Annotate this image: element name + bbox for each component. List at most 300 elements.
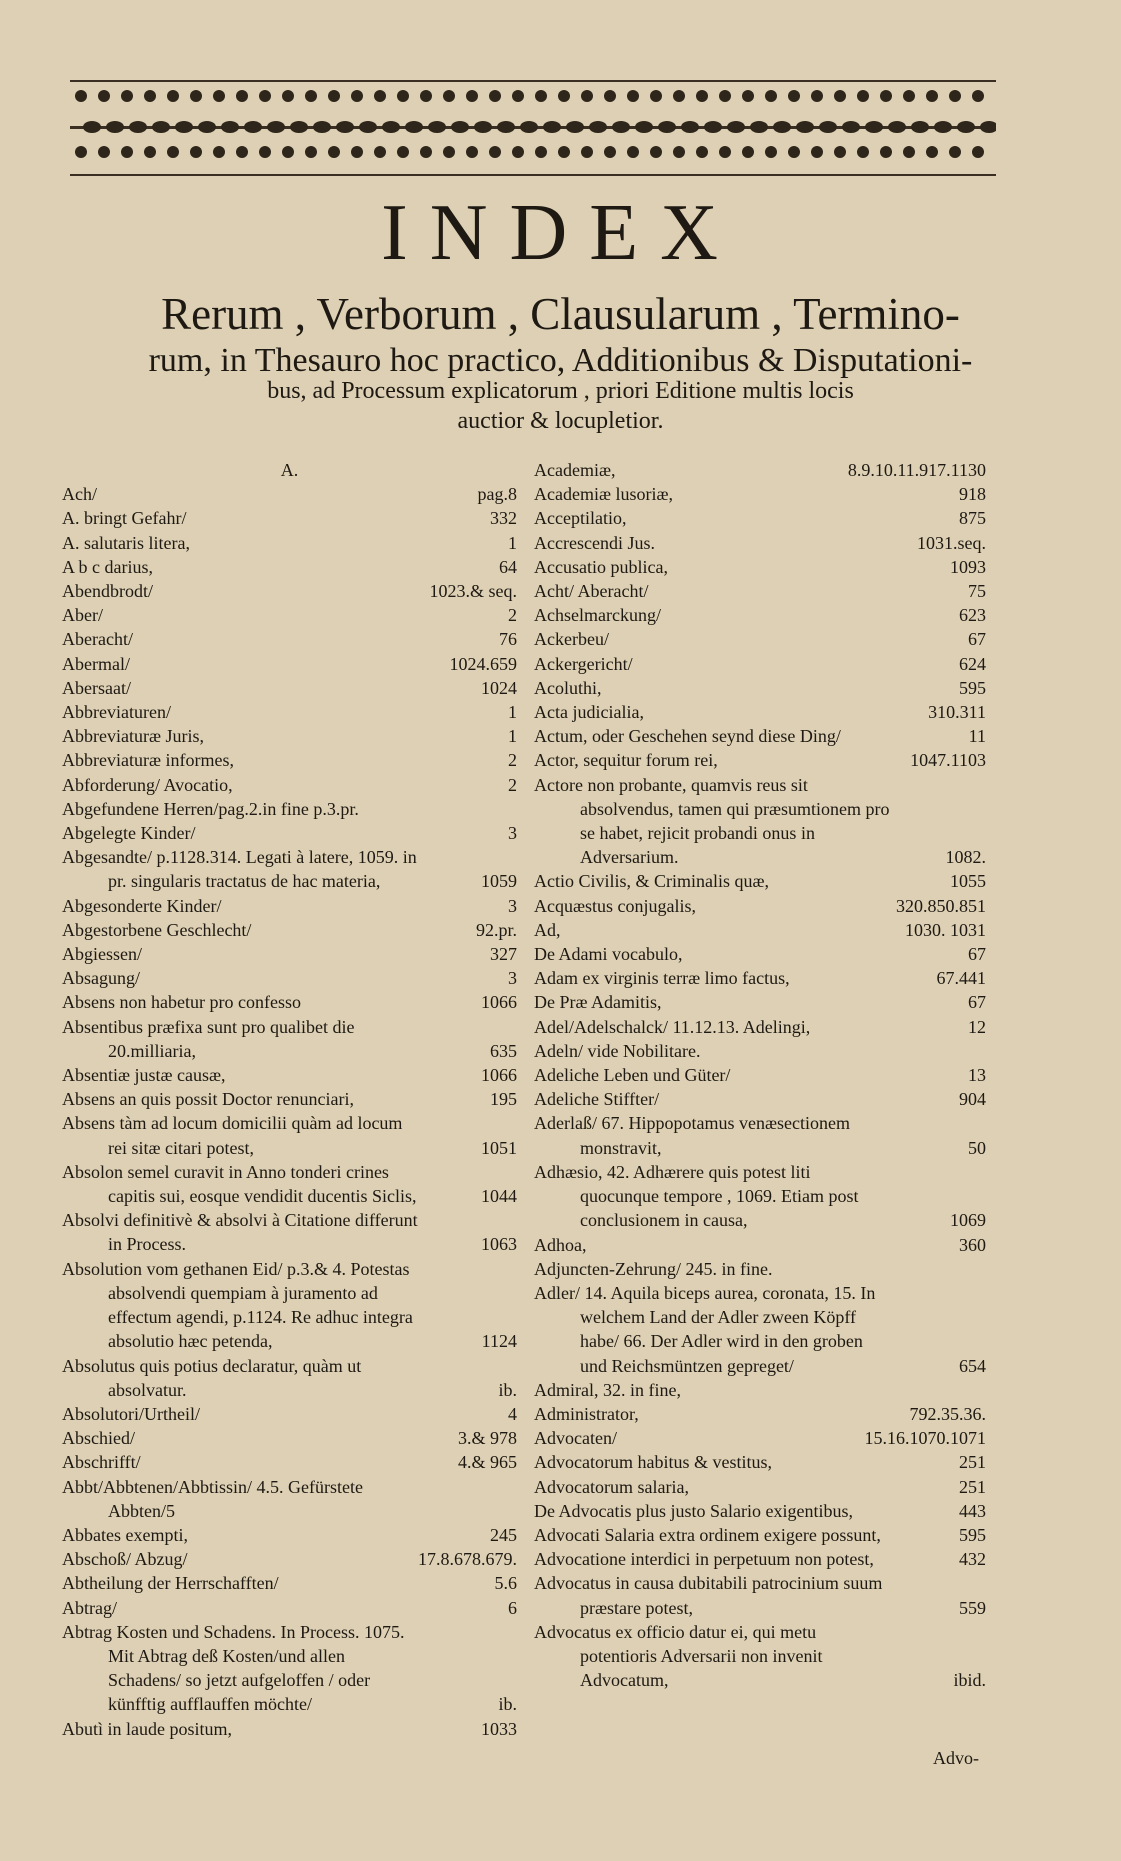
index-entry [62, 482, 517, 506]
subtitle-line-3: bus, ad Processum explicatorum , priori Editione multis locis [267, 378, 854, 404]
ornament-flower-icon [512, 146, 524, 158]
entry-term: Absolutus quis potius declaratur, quàm ut absolvatur. [62, 1355, 362, 1400]
entry-term: A b c darius, [62, 556, 153, 577]
ornament-flower-icon [236, 90, 248, 102]
ornament-flower-icon [765, 146, 777, 158]
index-entry [534, 773, 986, 870]
index-entry [62, 942, 517, 966]
index-entry [534, 1015, 986, 1039]
ornament-rosette-icon [566, 121, 584, 133]
index-entry [534, 966, 986, 990]
entry-term: Adel/Adelschalck/ 11.12.13. Adelingi, [534, 1016, 811, 1037]
entry-page-ref: 2 [508, 774, 517, 795]
entry-term: Abgefundene Herren/pag.2.in fine p.3.pr. [62, 798, 359, 819]
index-entry [534, 1281, 986, 1378]
index-entry [62, 652, 517, 676]
index-entry [534, 652, 986, 676]
entry-page-ref: 904 [959, 1089, 986, 1110]
entry-page-ref: 67 [968, 629, 986, 650]
ornament-rosette-icon [865, 121, 883, 133]
ornament-flower-icon [351, 90, 363, 102]
entry-page-ref: 6 [508, 1597, 517, 1618]
index-entry [534, 894, 986, 918]
ornament-rosette-icon [221, 121, 239, 133]
ornament-flower-icon [374, 146, 386, 158]
entry-page-ref: 3 [508, 823, 517, 844]
ornament-rosette-icon [727, 121, 745, 133]
ornament-flower-icon [627, 90, 639, 102]
ornament-rosette-icon [796, 121, 814, 133]
entry-term: Abforderung/ Avocatio, [62, 774, 233, 795]
entry-term: Adeliche Leben und Güter/ [534, 1065, 731, 1086]
entry-term: Absolution vom gethanen Eid/ p.3.& 4. Potestas absolvendi quempiam à juramento ad effectum agendi, p.1124. Re adhuc integra absolutio hæc petenda, [62, 1258, 413, 1352]
entry-term: Abtrag Kosten und Schadens. In Process. 1075. Mit Abtrag deß Kosten/und allen Schadens/ so jetzt aufgeloffen / oder künfftig aufflauffen möchte/ [62, 1621, 405, 1715]
ornament-flower-icon [236, 146, 248, 158]
entry-term: Acquæstus conjugalis, [534, 895, 696, 916]
index-entry [62, 1596, 517, 1620]
entry-term: Acht/ Aberacht/ [534, 581, 649, 602]
entry-term: Abbreviaturæ Juris, [62, 726, 204, 747]
ornament-flower-icon [811, 146, 823, 158]
index-column-right [534, 458, 986, 1692]
index-entry [62, 1063, 517, 1087]
entry-page-ref: 251 [959, 1452, 986, 1473]
ornament-flower-icon [604, 146, 616, 158]
entry-page-ref: 92.pr. [475, 919, 517, 940]
index-entry [62, 1426, 517, 1450]
index-entry [62, 1160, 517, 1208]
ornament-flower-icon [558, 90, 570, 102]
entry-term: De Advocatis plus justo Salario exigentibus, [534, 1500, 853, 1521]
ornament-flower-icon [949, 90, 961, 102]
ornament-flower-icon [213, 90, 225, 102]
ornament-flower-icon [765, 90, 777, 102]
entry-page-ref: 559 [959, 1597, 986, 1618]
index-entry [534, 603, 986, 627]
index-entry [534, 1039, 986, 1063]
ornament-flower-icon [75, 90, 87, 102]
entry-term: Advocatus in causa dubitabili patrocinium suum præstare potest, [534, 1573, 883, 1618]
entry-page-ref: 360 [959, 1234, 986, 1255]
entry-term: Adhoa, [534, 1234, 587, 1255]
index-entry [62, 603, 517, 627]
ornament-flower-icon [834, 146, 846, 158]
entry-page-ref: ib. [498, 1694, 517, 1715]
entry-page-ref: 11 [968, 726, 986, 747]
entry-page-ref: 3 [508, 895, 517, 916]
entry-page-ref: 1033 [481, 1718, 517, 1739]
entry-page-ref: 3.& 978 [457, 1428, 517, 1449]
entry-page-ref: 595 [959, 1524, 986, 1545]
entry-term: Aderlaß/ 67. Hippopotamus venæsectionem monstravit, [534, 1113, 850, 1158]
ornament-rosette-icon [451, 121, 469, 133]
entry-term: Abgestorbene Geschlecht/ [62, 919, 252, 940]
entry-term: Advocatorum habitus & vestitus, [534, 1452, 772, 1473]
entry-term: Absolon semel curavit in Anno tonderi crines capitis sui, eosque vendidit ducentis Siclis, [62, 1161, 417, 1207]
entry-term: Abbreviaturen/ [62, 702, 171, 723]
ornament-rosette-icon [428, 121, 446, 133]
entry-page-ref: 64 [499, 556, 517, 577]
ornament-flower-icon [811, 90, 823, 102]
ornament-flower-icon [305, 146, 317, 158]
ornament-flower-icon [650, 146, 662, 158]
ornament-flower-icon [190, 90, 202, 102]
entry-term: Abtheilung der Herrschafften/ [62, 1573, 279, 1594]
section-letter: A. [280, 460, 299, 480]
entry-term: Abersaat/ [62, 677, 131, 698]
entry-page-ref: 1124 [481, 1331, 517, 1352]
index-entry [534, 1257, 986, 1281]
ornament-flower-icon [512, 90, 524, 102]
entry-term: Abgelegte Kinder/ [62, 823, 196, 844]
entry-term: Adjuncten-Zehrung/ 245. in fine. [534, 1258, 773, 1279]
entry-page-ref: 50 [968, 1137, 986, 1158]
ornament-flower-icon [926, 90, 938, 102]
entry-term: Achselmarckung/ [534, 605, 661, 626]
entry-page-ref: 623 [959, 605, 986, 626]
entry-term: Absolutori/Urtheil/ [62, 1403, 200, 1424]
ornament-rosette-icon [681, 121, 699, 133]
index-entry [534, 1499, 986, 1523]
ornament-flower-icon [581, 146, 593, 158]
ornament-flower-icon [144, 90, 156, 102]
entry-term: Accusatio publica, [534, 556, 668, 577]
entry-page-ref: 17.8.678.679. [418, 1549, 517, 1570]
ornament-flower-icon [880, 146, 892, 158]
entry-term: Ackerbeu/ [534, 629, 609, 650]
index-entry [62, 797, 517, 821]
entry-term: Ackergericht/ [534, 653, 633, 674]
index-entry [62, 724, 517, 748]
ornament-flower-icon [673, 90, 685, 102]
ornament-flower-icon [857, 90, 869, 102]
index-entry [534, 531, 986, 555]
ornament-flower-icon [880, 90, 892, 102]
index-entry [534, 579, 986, 603]
index-entry [534, 724, 986, 748]
ornament-flower-icon [443, 146, 455, 158]
ornament-flower-icon [489, 90, 501, 102]
ornament-rosette-icon [934, 121, 952, 133]
entry-page-ref: 918 [959, 484, 986, 505]
entry-term: Actio Civilis, & Criminalis quæ, [534, 871, 770, 892]
entry-page-ref: 1031.seq. [917, 532, 986, 553]
index-entry [534, 1233, 986, 1257]
entry-term: Abgesonderte Kinder/ [62, 895, 222, 916]
entry-term: Actum, oder Geschehen seynd diese Ding/ [534, 726, 841, 747]
ornament-flower-icon [282, 146, 294, 158]
entry-page-ref: 1093 [950, 556, 986, 577]
index-entry [534, 1063, 986, 1087]
ornament-rosette-icon [589, 121, 607, 133]
ornament-flower-icon [673, 146, 685, 158]
index-entry [62, 676, 517, 700]
entry-term: Advocatione interdici in perpetuum non potest, [534, 1549, 874, 1570]
index-entry [62, 1208, 517, 1256]
subtitle-line-1: Rerum , Verborum , Clausularum , Termino- [161, 289, 960, 339]
index-entry [534, 1620, 986, 1693]
entry-term: Acoluthi, [534, 677, 602, 698]
entry-page-ref: 1066 [481, 992, 517, 1013]
entry-term: Abschrifft/ [62, 1452, 141, 1473]
entry-page-ref: 1066 [481, 1065, 517, 1086]
ornament-flower-icon [259, 90, 271, 102]
entry-page-ref: 1 [508, 726, 517, 747]
index-entry [534, 1378, 986, 1402]
entry-page-ref: 1047.1103 [910, 750, 986, 771]
index-entry [534, 1523, 986, 1547]
ornament-flower-icon [972, 146, 984, 158]
entry-page-ref: 1069 [950, 1210, 986, 1231]
index-entry [62, 700, 517, 724]
index-entry [62, 748, 517, 772]
entry-term: Accrescendi Jus. [534, 532, 655, 553]
entry-term: Advocatus ex officio datur ei, qui metu potentioris Adversarii non invenit Advocatum, [534, 1621, 823, 1691]
entry-term: Actore non probante, quamvis reus sit absolvendus, tamen qui præsumtionem pro se habet, rejicit probandi onus in Adversarium. [534, 774, 890, 868]
entry-term: Admiral, 32. in fine, [534, 1379, 681, 1400]
entry-page-ref: 875 [959, 508, 986, 529]
decorative-ornament-band [70, 74, 996, 182]
ornament-rosette-icon [290, 121, 308, 133]
ornament-rosette-icon [198, 121, 216, 133]
entry-term: Academiæ, [534, 460, 616, 480]
index-entry [62, 773, 517, 797]
index-column-left [62, 458, 517, 1741]
ornament-flower-icon [121, 90, 133, 102]
entry-page-ref: 432 [959, 1549, 986, 1570]
ornament-flower-icon [282, 90, 294, 102]
ornament-flower-icon [98, 90, 110, 102]
entry-term: Absagung/ [62, 968, 140, 989]
ornament-flower-icon [328, 90, 340, 102]
ornament-rosette-icon [474, 121, 492, 133]
index-entry [62, 1523, 517, 1547]
ornament-flower-icon [719, 146, 731, 158]
entry-term: Abbt/Abbtenen/Abbtissin/ 4.5. Gefürstete Abbten/5 [62, 1476, 363, 1521]
ornament-rosette-icon [313, 121, 331, 133]
entry-page-ref: 2 [508, 750, 517, 771]
entry-term: Absens non habetur pro confesso [62, 992, 301, 1013]
index-entry [534, 1111, 986, 1159]
ornament-flower-icon [213, 146, 225, 158]
ornament-rosette-icon [359, 121, 377, 133]
entry-term: Abgiessen/ [62, 944, 142, 965]
index-entry [534, 942, 986, 966]
entry-page-ref: 1055 [950, 871, 986, 892]
entry-page-ref: 1063 [481, 1234, 517, 1255]
ornament-flower-icon [420, 146, 432, 158]
ornament-flower-icon [397, 90, 409, 102]
ornament-flower-icon [489, 146, 501, 158]
entry-term: Abermal/ [62, 653, 130, 674]
entry-page-ref: 76 [499, 629, 517, 650]
ornament-flower-icon [351, 146, 363, 158]
entry-term: Abendbrodt/ [62, 581, 153, 601]
index-entry [534, 918, 986, 942]
ornament-flower-icon [466, 146, 478, 158]
index-entry [62, 1620, 517, 1717]
ornament-rosette-icon [405, 121, 423, 133]
ornament-rosette-icon [382, 121, 400, 133]
index-entry [534, 627, 986, 651]
ornament-flower-icon [535, 90, 547, 102]
ornament-rosette-icon [658, 121, 676, 133]
ornament-flower-icon [627, 146, 639, 158]
ornament-flower-icon [903, 90, 915, 102]
entry-page-ref: 8.9.10.11.917.1130 [847, 460, 986, 480]
entry-page-ref: 1 [508, 532, 517, 553]
index-entry [534, 748, 986, 772]
index-entry [62, 1450, 517, 1474]
entry-term: Abschied/ [62, 1428, 135, 1449]
entry-page-ref: 12 [968, 1016, 986, 1037]
entry-term: Absens an quis possit Doctor renunciari, [62, 1089, 354, 1110]
entry-page-ref: 443 [959, 1500, 986, 1521]
ornament-flower-icon [144, 146, 156, 158]
entry-term: Abutì in laude positum, [62, 1718, 232, 1739]
index-entry [62, 918, 517, 942]
entry-page-ref: 635 [490, 1040, 517, 1061]
entry-term: Absens tàm ad locum domicilii quàm ad locum rei sitæ citari potest, [62, 1113, 403, 1158]
entry-page-ref: 13 [968, 1065, 986, 1086]
ornament-rosette-icon [543, 121, 561, 133]
entry-page-ref: 1 [508, 702, 517, 723]
entry-term: Abgesandte/ p.1128.314. Legati à latere, 1059. in pr. singularis tractatus de hac materia, [62, 847, 417, 892]
index-entry [62, 506, 517, 530]
ornament-flower-icon [443, 90, 455, 102]
ornament-flower-icon [650, 90, 662, 102]
ornament-flower-icon [167, 146, 179, 158]
index-entry [534, 1450, 986, 1474]
ornament-flower-icon [788, 90, 800, 102]
entry-page-ref: 67.441 [936, 968, 986, 989]
entry-page-ref: 1059 [481, 871, 517, 892]
ornament-flower-icon [696, 90, 708, 102]
index-entry [534, 1160, 986, 1233]
entry-page-ref: 251 [959, 1476, 986, 1497]
entry-page-ref: 654 [959, 1355, 986, 1376]
entry-term: Absolvi definitivè & absolvi à Citatione differunt in Process. [62, 1210, 418, 1255]
index-entry [534, 1087, 986, 1111]
index-entry [62, 1475, 517, 1523]
ornament-rosette-icon [336, 121, 354, 133]
entry-term: De Præ Adamitis, [534, 992, 662, 1013]
ornament-rosette-icon [267, 121, 285, 133]
ornament-rosette-icon [244, 121, 262, 133]
entry-page-ref: 1030. 1031 [905, 919, 986, 940]
ornament-flower-icon [98, 146, 110, 158]
entry-page-ref: 1024.659 [449, 653, 517, 674]
entry-term: Administrator, [534, 1403, 639, 1424]
index-entry [62, 821, 517, 845]
entry-term: Actor, sequitur forum rei, [534, 750, 718, 771]
index-entry [534, 700, 986, 724]
ornament-rosette-icon [888, 121, 906, 133]
ornament-rosette-icon [635, 121, 653, 133]
ornament-flower-icon [466, 90, 478, 102]
ornament-flower-icon [604, 90, 616, 102]
index-entry [62, 1111, 517, 1159]
entry-page-ref: 624 [959, 653, 986, 674]
entry-term: Abschoß/ Abzug/ [62, 1549, 188, 1570]
subtitle-line-2: rum, in Thesauro hoc practico, Additionibus & Disputationi- [148, 342, 973, 379]
index-entry [62, 894, 517, 918]
ornament-rosette-icon [520, 121, 538, 133]
entry-term: Abtrag/ [62, 1597, 117, 1618]
page-title: INDEX [381, 189, 740, 277]
entry-page-ref: 1023.& seq. [429, 581, 517, 601]
entry-term: Adeln/ vide Nobilitare. [534, 1040, 701, 1061]
entry-page-ref: 2 [508, 605, 517, 626]
ornament-flower-icon [581, 90, 593, 102]
entry-term: Ad, [534, 919, 561, 940]
index-entry [62, 966, 517, 990]
ornament-flower-icon [972, 90, 984, 102]
ornament-flower-icon [857, 146, 869, 158]
ornament-flower-icon [259, 146, 271, 158]
entry-term: Absentiæ justæ causæ, [62, 1065, 226, 1086]
ornament-rosette-icon [819, 121, 837, 133]
entry-term: Aber/ [62, 605, 103, 626]
ornament-flower-icon [742, 146, 754, 158]
ornament-flower-icon [75, 146, 87, 158]
index-entry [62, 627, 517, 651]
index-entry [62, 1354, 517, 1402]
ornament-flower-icon [397, 146, 409, 158]
entry-page-ref: ib. [498, 1379, 517, 1400]
entry-term: Abbreviaturæ informes, [62, 750, 234, 771]
ornament-rosette-icon [842, 121, 860, 133]
index-entry [534, 1571, 986, 1619]
entry-page-ref: 1024 [481, 677, 517, 698]
ornament-rosette-icon [750, 121, 768, 133]
ornament-rosette-icon [175, 121, 193, 133]
index-entry [534, 990, 986, 1014]
entry-page-ref: 792.35.36. [909, 1403, 986, 1424]
ornament-flower-icon [788, 146, 800, 158]
index-entry [534, 676, 986, 700]
ornament-flower-icon [167, 90, 179, 102]
entry-term: A. salutaris litera, [62, 532, 190, 553]
index-entry [62, 1402, 517, 1426]
entry-page-ref: 15.16.1070.1071 [864, 1428, 986, 1449]
ornament-rosette-icon [980, 121, 996, 133]
ornament-flower-icon [949, 146, 961, 158]
entry-term: Aberacht/ [62, 629, 133, 650]
index-entry [62, 1717, 517, 1741]
ornament-rosette-icon [497, 121, 515, 133]
entry-term: Academiæ lusoriæ, [534, 484, 673, 505]
index-entry [534, 1402, 986, 1426]
entry-page-ref: 67 [968, 944, 986, 965]
index-entry [62, 990, 517, 1014]
entry-term: Absentibus præfixa sunt pro qualibet die 20.milliaria, [62, 1016, 355, 1061]
ornament-flower-icon [926, 146, 938, 158]
ornament-flower-icon [535, 146, 547, 158]
entry-term: Acta judicialia, [534, 702, 644, 723]
entry-page-ref: 320.850.851 [896, 895, 986, 916]
ornament-rosette-icon [152, 121, 170, 133]
index-entry [534, 869, 986, 893]
entry-page-ref: 595 [959, 677, 986, 698]
ornament-rosette-icon [106, 121, 124, 133]
index-entry [534, 555, 986, 579]
ornament-flower-icon [742, 90, 754, 102]
ornament-flower-icon [903, 146, 915, 158]
entry-term: Adeliche Stiffter/ [534, 1089, 660, 1110]
entry-term: Ach/ [62, 484, 97, 505]
entry-term: De Adami vocabulo, [534, 944, 683, 965]
